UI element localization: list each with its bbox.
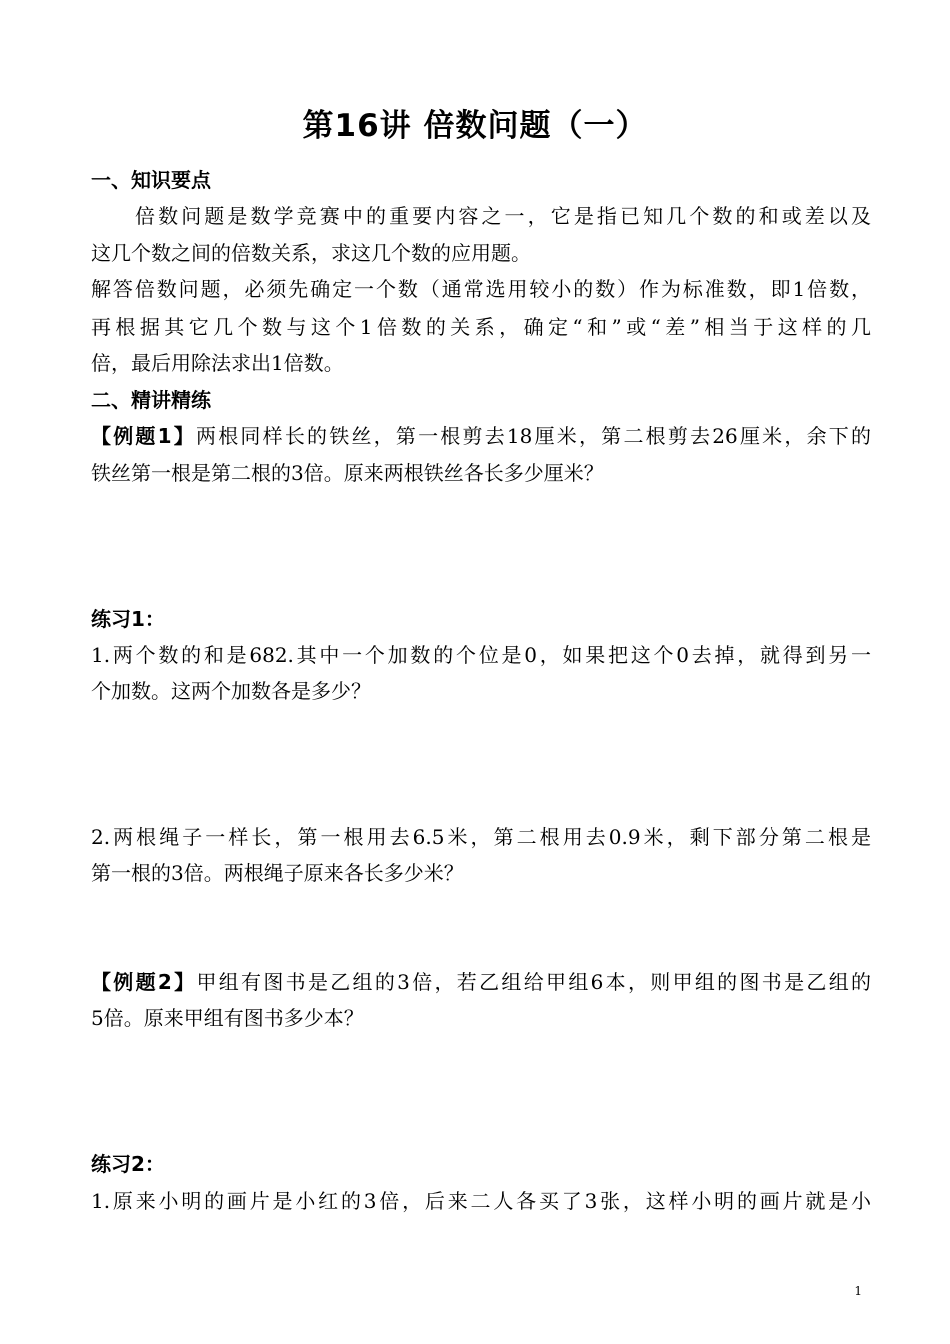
knowledge-paragraph-2-line-1: 解答倍数问题，必须先确定一个数（通常选用较小的数）作为标准数，即1倍数， (91, 277, 871, 301)
page-number: 1 (854, 1284, 862, 1298)
example-1-label: 【例题1】 (91, 424, 196, 448)
example-2-line-1 (91, 967, 871, 997)
example-2-line-2: 5倍。原来甲组有图书多少本？ (91, 1006, 364, 1030)
practice-2-label: 练习2： (91, 1152, 165, 1176)
page-title: 第16讲 倍数问题（一） (302, 108, 648, 144)
section-heading-knowledge: 一、知识要点 (91, 168, 211, 192)
section-heading-practice: 二、精讲精练 (91, 388, 211, 412)
knowledge-paragraph-2-line-2: 再根据其它几个数与这个1倍数的关系，确定“和”或“差”相当于这样的几 (91, 315, 871, 339)
practice-1-q1-line-1: 1.两个数的和是682.其中一个加数的个位是0，如果把这个0去掉，就得到另一 (91, 643, 871, 667)
practice-2-q1-line-1: 1.原来小明的画片是小红的3倍，后来二人各买了3张，这样小明的画片就是小 (91, 1189, 871, 1213)
example-1-line-2: 铁丝第一根是第二根的3倍。原来两根铁丝各长多少厘米？ (91, 461, 604, 485)
practice-1-q2-line-2: 第一根的3倍。两根绳子原来各长多少米？ (91, 861, 464, 885)
practice-1-q2-line-1: 2.两根绳子一样长，第一根用去6.5米，第二根用去0.9米，剩下部分第二根是 (91, 825, 871, 849)
knowledge-paragraph-1-line-1: 倍数问题是数学竞赛中的重要内容之一，它是指已知几个数的和或差以及 (135, 204, 871, 228)
practice-1-q1-line-2: 个加数。这两个加数各是多少？ (91, 679, 371, 703)
example-1-line-1 (91, 421, 871, 451)
example-2-label: 【例题2】 (91, 970, 197, 994)
knowledge-paragraph-2-line-3: 倍，最后用除法求出1倍数。 (91, 351, 344, 375)
knowledge-paragraph-1-line-2: 这几个数之间的倍数关系，求这几个数的应用题。 (91, 241, 531, 265)
example-2-text-1: 甲组有图书是乙组的3倍，若乙组给甲组6本，则甲组的图书是乙组的 (196, 970, 871, 994)
practice-1-label: 练习1： (91, 607, 165, 631)
example-1-text-1: 两根同样长的铁丝，第一根剪去18厘米，第二根剪去26厘米，余下的 (195, 424, 871, 448)
